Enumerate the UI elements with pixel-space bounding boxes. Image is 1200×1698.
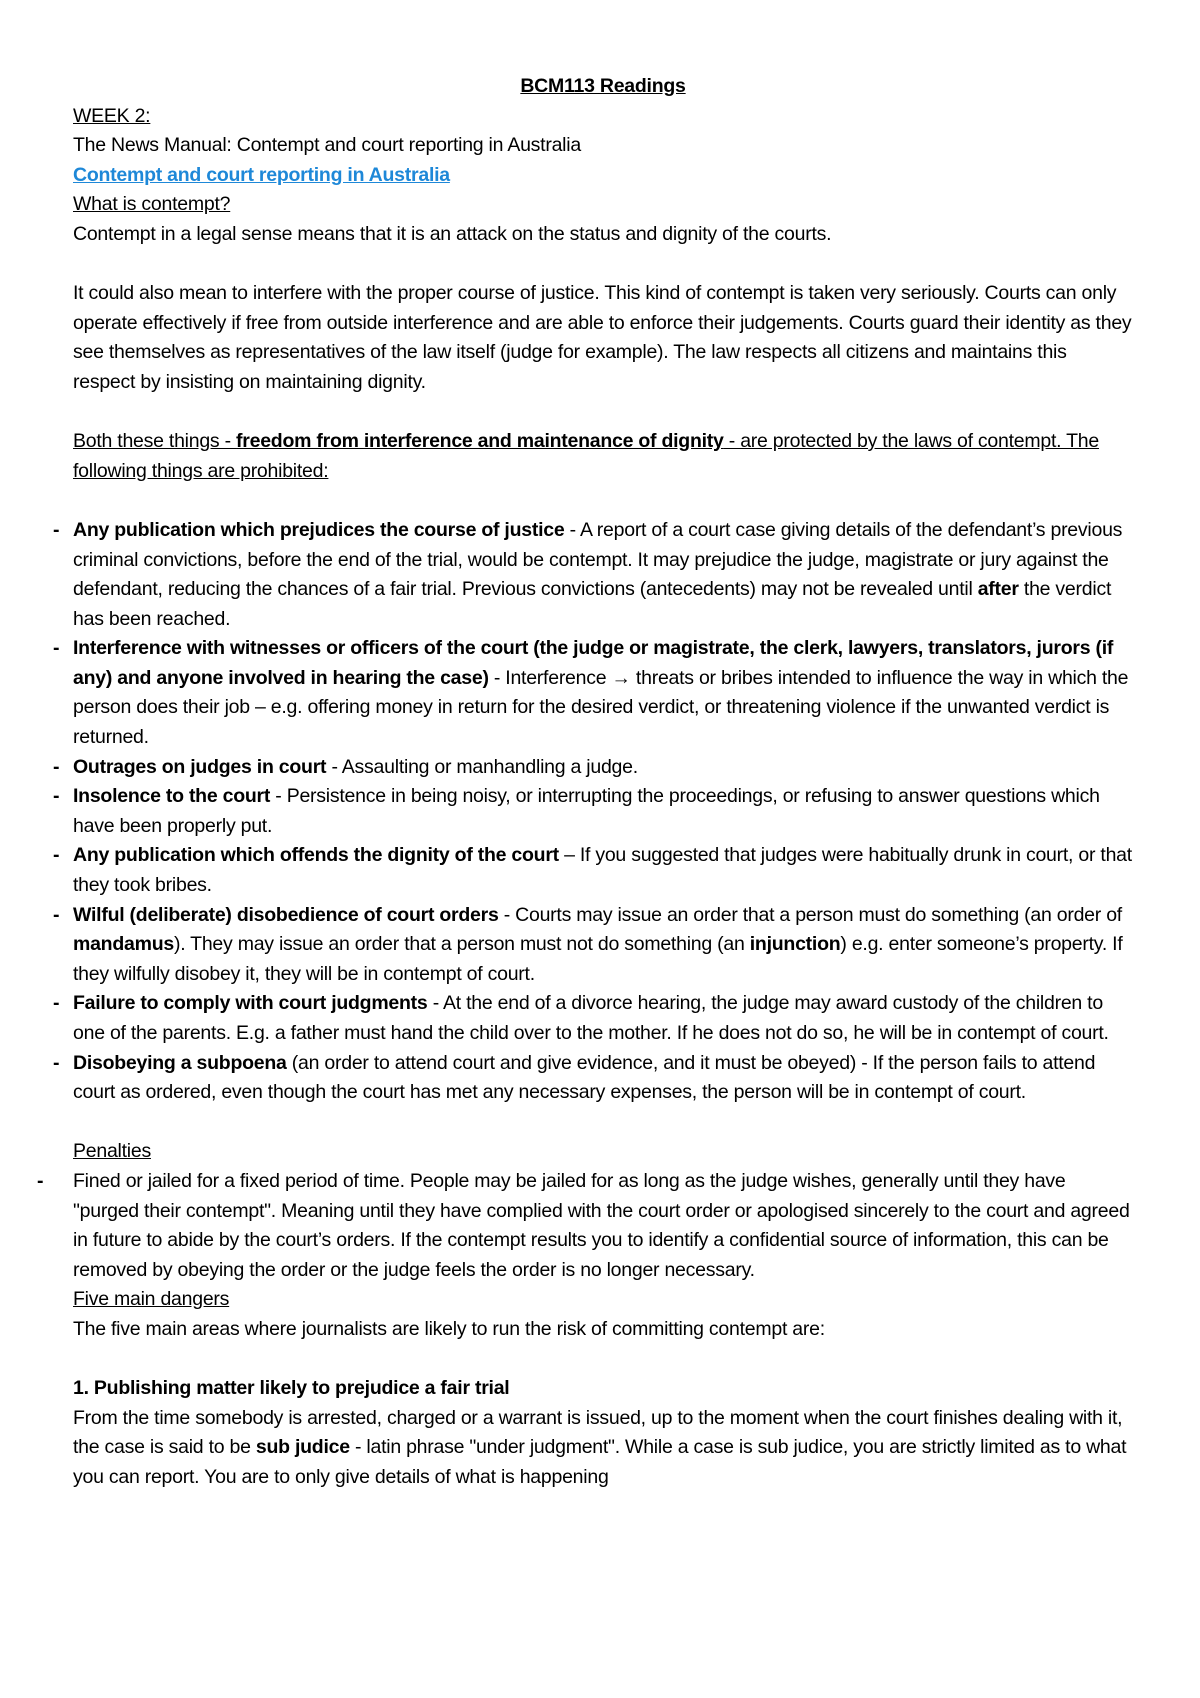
week-heading: WEEK 2: [73,104,151,127]
dangers-intro: The five main areas where journalists are likely to run the risk of committing contempt are: [73,1317,825,1340]
doc-title: BCM113 Readings [520,75,686,97]
danger-1-heading: 1. Publishing matter likely to prejudice a fair trial [73,1377,510,1400]
spacer [73,250,1133,280]
list-item [53,989,1133,1048]
spacer [73,1108,1133,1138]
paragraph-prohibited [73,427,1133,486]
list-item [53,516,1133,634]
spacer [73,398,1133,428]
danger-1-text-a: From the time somebody is arrested, charged or a warrant is issued, up to the moment when the court finishes dealing with it, the case is said to be [73,1406,1123,1459]
item-text-3: ) e.g. enter someone’s property. If they wilfully disobey it, they will be in contempt of court. [73,933,1123,985]
list-item [53,782,1133,841]
bullet-dash: - [53,755,60,778]
item-bold-3: injunction [749,933,841,956]
item-text: - Persistence in being noisy, or interrupting the proceedings, or refusing to answer questions which have been properly put. [73,785,1100,837]
item-bold: Insolence to the court [73,785,271,808]
source-link[interactable]: Contempt and court reporting in Australia [73,163,450,186]
item-text: - Interference [488,666,612,689]
item-bold-2: mandamus [73,933,174,956]
paragraph-justice: It could also mean to interfere with the proper course of justice. This kind of contempt is taken very seriously. Courts can only operate effectively if free from outside interference and are able to enforce their judgements. Courts guard their identity as they see themselves as representatives of the law itself (judge for example). The law respects all citizens and maintains this respect by insisting on maintaining dignity. [73,282,1132,393]
list-item [53,634,1133,752]
list-item [53,753,1133,783]
penalties-item [37,1167,1133,1285]
list-item [53,841,1133,900]
sub-judice-term: sub judice [255,1436,350,1459]
bullet-dash: - [53,992,60,1015]
bullet-dash: - [53,903,60,926]
item-bold: Disobeying a subpoena [73,1051,287,1074]
bullet-dash: - [53,844,60,867]
list-item [53,1049,1133,1108]
item-text: - A report of a court case giving details of the defendant’s previous criminal convictions, before the end of the trial, would be contempt. It may prejudice the judge, magistrate or jury against the defendant, reducing the chances of a fair trial. Previous convictions (antecedents) may not be revealed until [73,518,1123,601]
document-page [37,72,1133,1493]
spacer [73,1345,1133,1375]
item-bold: Failure to comply with court judgments [73,992,428,1015]
paragraph-definition: Contempt in a legal sense means that it is an attack on the status and dignity of the courts. [73,222,832,245]
prohibited-list [53,516,1133,1108]
item-text-2: ). They may issue an order that a person must not do something (an [173,933,750,956]
item-text: - At the end of a divorce hearing, the judge may award custody of the children to one of the parents. E.g. a father must hand the child over to the mother. If he does not do so, he will be in contempt of court. [73,992,1109,1044]
item-bold: Interference with witnesses or officers of the court (the judge or magistrate, the clerk, lawyers, translators, jurors (if any) and anyone involved in hearing the case) [73,637,1114,689]
item-bold: Any publication which prejudices the course of justice [73,518,565,541]
danger-1-text-c: - latin phrase "under judgment". While a case is sub judice, you are strictly limited as to what you can report. You are to only give details of what is happening [73,1436,1127,1488]
penalties-heading: Penalties [73,1140,151,1163]
spacer [73,486,1133,516]
source-title: The News Manual: Contempt and court reporting in Australia [73,134,581,157]
item-text-2: threats or bribes intended to influence the way in which the person does their job – e.g. offering money in return for the desired verdict, or threatening violence if the unwanted verdict is returned. [73,666,1129,749]
dangers-heading: Five main dangers [73,1288,230,1311]
bullet-dash: - [53,518,60,541]
bullet-dash: - [53,637,60,660]
list-item [53,901,1133,990]
bullet-dash: - [37,1169,44,1192]
both-text-c: - are protected by the laws of contempt. The following things are prohibited: [73,430,1099,482]
danger-1-text [73,1404,1133,1493]
item-text: - Assaulting or manhandling a judge. [326,755,638,778]
item-text: (an order to attend court and give evidence, and it must be obeyed) - If the person fails to attend court as ordered, even though the court has met any necessary expenses, the person will be in contempt of court. [73,1051,1096,1104]
item-bold: Outrages on judges in court [73,755,327,778]
both-text-bold: freedom from interference and maintenance of dignity [236,430,724,453]
arrow-icon: → [611,666,631,689]
item-text: - Courts may issue an order that a person must do something (an order of [498,903,1122,926]
question-heading: What is contempt? [73,193,231,216]
bullet-dash: - [53,785,60,808]
item-bold: Wilful (deliberate) disobedience of court orders [73,903,499,926]
item-text-2: the verdict has been reached. [73,578,1112,630]
item-text: – If you suggested that judges were habitually drunk in court, or that they took bribes. [73,844,1132,897]
item-bold: Any publication which offends the dignity of the court [73,844,559,867]
bullet-dash: - [53,1051,60,1074]
both-text-a: Both these things - [73,430,237,453]
item-bold-2: after [977,578,1019,601]
penalties-text: Fined or jailed for a fixed period of time. People may be jailed for as long as the judge wishes, generally until they have "purged their contempt". Meaning until they have complied with the court order or apologised sincerely to the court and agreed in future to abide by the court’s orders. If the contempt results you to identify a confidential source of information, this can be removed by obeying the order or the judge feels the order is no longer necessary. [73,1169,1130,1281]
